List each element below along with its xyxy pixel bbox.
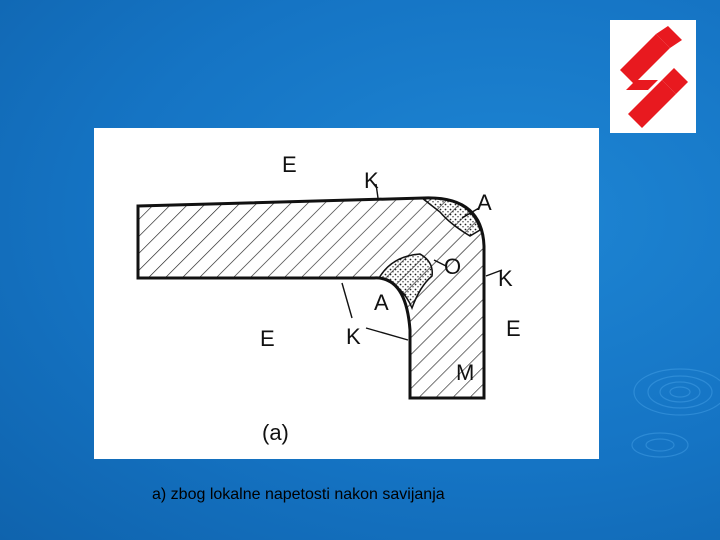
label-subfigure: (a) xyxy=(262,420,289,445)
figure-panel xyxy=(94,128,599,459)
label-m: M xyxy=(456,360,475,385)
ripple-decoration xyxy=(600,360,720,460)
red-s-logo-icon xyxy=(610,20,696,133)
label-e-top: E xyxy=(282,152,297,177)
label-a-inner: A xyxy=(374,290,389,315)
label-k-inner: K xyxy=(346,324,361,349)
label-e-right: E xyxy=(506,316,521,341)
bent-plate-diagram xyxy=(94,128,599,459)
slide-caption: a) zbog lokalne napetosti nakon savijanja xyxy=(152,486,445,503)
plate-body xyxy=(138,198,484,398)
logo xyxy=(610,20,696,133)
label-e-left: E xyxy=(260,326,275,351)
label-k-top: K xyxy=(364,168,379,193)
label-o: O xyxy=(444,254,462,279)
label-a-top: A xyxy=(477,190,492,215)
label-k-right: K xyxy=(498,266,513,291)
